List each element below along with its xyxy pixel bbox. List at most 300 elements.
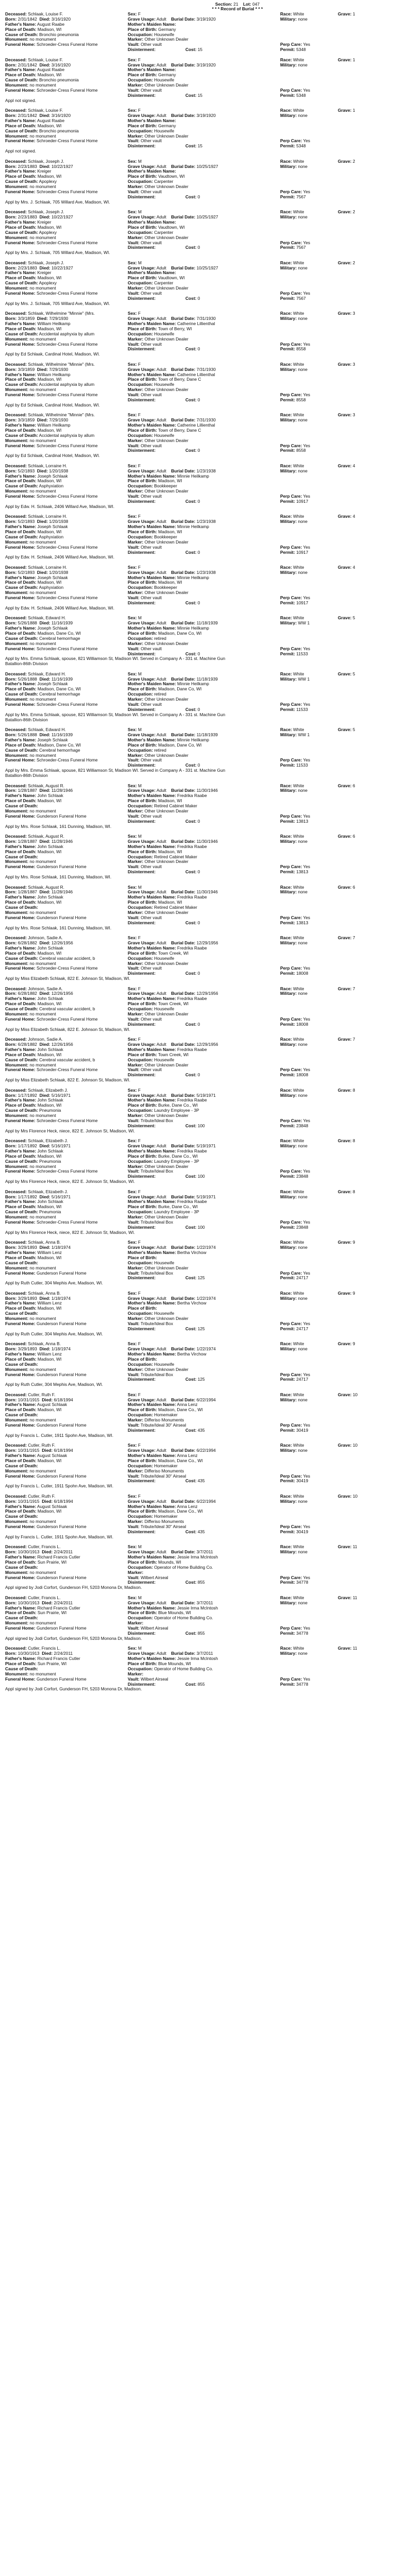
permit-value: 8558	[296, 397, 306, 402]
record-row-deceased	[5, 936, 408, 941]
perp-care-value: Yes	[303, 342, 311, 347]
funeral-home-label: Funeral Home:	[5, 1067, 36, 1073]
record-row-deceased	[5, 1088, 408, 1093]
record-row-funeral	[5, 494, 408, 499]
record-row-monument	[5, 1012, 408, 1017]
deceased-name: Schlaak, Anna B.	[28, 1342, 61, 1347]
place-of-death-label: Place of Death:	[5, 1306, 37, 1311]
occupation-label: Occupation:	[128, 1311, 153, 1316]
permit-label: Permit:	[280, 1631, 295, 1636]
funeral-home-value: Schroeder-Cress Funeral Home	[36, 88, 98, 93]
military-label: Military:	[280, 1397, 297, 1402]
permit-label: Permit:	[280, 347, 295, 352]
place-of-birth-value: Vaudtown, WI	[158, 276, 185, 281]
grave-label: Grave:	[338, 671, 352, 676]
record-notes	[5, 1281, 408, 1286]
disinterment-label: Disinterment:	[128, 1174, 156, 1179]
perp-care-value: Yes	[303, 42, 311, 47]
deceased-label: Deceased:	[5, 1443, 27, 1448]
military-value: none	[298, 1296, 308, 1301]
mother-label: Mother's Maiden Name:	[128, 1402, 176, 1408]
record-note: Appl by Mrs. J. Schlaak, 705 Willard Ave, Madison, WI.	[5, 199, 110, 205]
burial-date-value: 1/22/1974	[196, 1347, 216, 1352]
marker-label: Marker:	[128, 336, 144, 342]
mother-label: Mother's Maiden Name:	[128, 67, 176, 73]
grave-label: Grave:	[338, 12, 352, 16]
burial-record	[5, 672, 408, 727]
grave-usage-value: Adult	[156, 1042, 166, 1047]
grave-usage-value: Adult	[156, 621, 166, 626]
burial-record	[5, 1037, 408, 1088]
military-label: Military:	[280, 1347, 297, 1352]
cause-label: Cause of Death:	[5, 281, 38, 286]
occupation-label: Occupation:	[128, 78, 153, 83]
died-label: Died:	[39, 164, 50, 169]
record-row-parents	[5, 793, 408, 799]
funeral-home-label: Funeral Home:	[5, 1626, 36, 1631]
father-label: Father's Name:	[5, 1047, 37, 1052]
occupation-label: Occupation:	[128, 1362, 153, 1367]
cost-value: 0	[197, 1073, 200, 1078]
mother-value: Fredrika Raabe	[177, 793, 207, 799]
permit-value: 34778	[296, 1682, 308, 1687]
marker-label: Marker:	[128, 910, 144, 915]
permit-label: Permit:	[280, 870, 295, 875]
monument-value: no monument	[29, 235, 56, 240]
died-label: Died:	[37, 367, 48, 372]
born-label: Born:	[5, 1144, 17, 1149]
cost-value: 435	[197, 1428, 205, 1433]
grave-usage-value: Adult	[156, 1550, 166, 1555]
records-list	[5, 12, 408, 1697]
sex-value: F	[138, 311, 141, 316]
record-row-funeral	[5, 1067, 408, 1073]
marker-value: Other Unknown Dealer	[144, 184, 188, 190]
born-label: Born:	[5, 62, 17, 67]
vault-label: Vault:	[128, 291, 140, 296]
permit-value: 34778	[296, 1580, 308, 1585]
race-value: White	[293, 1088, 304, 1093]
permit-value: 30419	[296, 1529, 308, 1534]
place-of-birth-label: Place of Birth:	[128, 1002, 157, 1007]
record-row-monument	[5, 489, 408, 494]
marker-label: Marker:	[128, 1164, 144, 1169]
disinterment-label: Disinterment:	[128, 1529, 156, 1534]
place-of-death-value: Sun Prairie, WI	[37, 1661, 67, 1666]
permit-value: 11533	[296, 707, 308, 712]
record-row-dates	[5, 113, 408, 118]
marker-label: Marker:	[128, 133, 144, 139]
race-label: Race:	[280, 159, 292, 164]
father-value: Kreiger	[37, 270, 52, 276]
record-row-funeral	[5, 190, 408, 195]
marker-label: Marker:	[128, 1062, 144, 1067]
record-row-funeral	[5, 444, 408, 449]
born-value: 10/31/1915	[18, 1448, 40, 1453]
perp-care-label: Perp Care:	[280, 1169, 302, 1174]
born-label: Born:	[5, 733, 17, 737]
grave-label: Grave:	[338, 1494, 352, 1499]
record-row-cause	[5, 535, 408, 540]
deceased-label: Deceased:	[5, 727, 27, 733]
perp-care-value: Yes	[303, 1169, 311, 1174]
military-label: Military:	[280, 621, 297, 626]
sex-value: M	[138, 783, 142, 788]
burial-date-label: Burial Date:	[171, 1651, 196, 1656]
deceased-label: Deceased:	[5, 12, 27, 16]
military-value: none	[298, 62, 308, 67]
cost-label: Cost:	[185, 920, 197, 925]
grave-usage-value: Adult	[156, 519, 166, 524]
sex-value: M	[138, 671, 142, 676]
grave-value: 5	[352, 727, 355, 733]
burial-record	[5, 834, 408, 885]
perp-care-value: Yes	[303, 88, 311, 93]
disinterment-label: Disinterment:	[128, 1225, 156, 1230]
died-value: 2/24/2011	[54, 1550, 73, 1555]
funeral-home-value: Schroeder-Cress Funeral Home	[36, 702, 98, 707]
cost-label: Cost:	[185, 397, 197, 402]
permit-value: 18008	[296, 1022, 308, 1027]
grave-usage-value: Adult	[156, 1499, 166, 1504]
funeral-home-value: Schroeder-Cress Funeral Home	[36, 190, 98, 194]
father-label: Father's Name:	[5, 682, 37, 687]
permit-label: Permit:	[280, 707, 295, 712]
grave-usage-label: Grave Usage:	[128, 839, 156, 844]
perp-care-value: Yes	[303, 291, 311, 296]
record-row-cost	[5, 1327, 408, 1332]
funeral-home-label: Funeral Home:	[5, 393, 36, 398]
father-value: Joseph Schlaak	[37, 626, 68, 631]
cause-value: Cerebral vascular accident, b	[39, 956, 95, 961]
sex-value: F	[138, 565, 141, 570]
cost-label: Cost:	[185, 1377, 197, 1382]
funeral-home-value: Gunderson Funeral Home	[36, 1270, 87, 1276]
military-value: none	[298, 1194, 308, 1199]
record-notes	[5, 1129, 408, 1134]
cost-value: 0	[197, 920, 200, 925]
born-label: Born:	[5, 316, 17, 321]
military-label: Military:	[280, 676, 297, 682]
cause-label: Cause of Death:	[5, 1057, 38, 1062]
deceased-label: Deceased:	[5, 783, 27, 788]
father-label: Father's Name:	[5, 1301, 37, 1306]
grave-label: Grave:	[338, 834, 352, 839]
marker-value: Other Unknown Dealer	[144, 753, 188, 758]
record-row-dates	[5, 570, 408, 575]
perp-care-label: Perp Care:	[280, 1219, 302, 1225]
monument-value: no monument	[29, 1215, 56, 1220]
sex-value: F	[138, 1494, 141, 1499]
record-row-funeral	[5, 42, 408, 47]
funeral-home-label: Funeral Home:	[5, 1321, 36, 1327]
marker-label: Marker:	[128, 1418, 144, 1423]
vault-value: Other vault	[141, 342, 162, 347]
deceased-name: Cutler, Francis L.	[28, 1595, 61, 1600]
place-of-death-label: Place of Death:	[5, 1205, 37, 1210]
permit-label: Permit:	[280, 47, 295, 53]
record-row-dates	[5, 316, 408, 321]
grave-usage-value: Adult	[156, 839, 166, 844]
place-of-birth-label: Place of Birth:	[128, 1154, 157, 1159]
perp-care-value: Yes	[303, 1524, 311, 1530]
perp-care-value: Yes	[303, 494, 311, 499]
perp-care-value: Yes	[303, 393, 311, 398]
burial-date-label: Burial Date:	[171, 164, 196, 169]
record-row-places	[5, 1154, 408, 1159]
record-row-monument	[5, 753, 408, 758]
record-notes	[5, 1585, 408, 1590]
father-label: Father's Name:	[5, 1453, 37, 1458]
grave-usage-label: Grave Usage:	[128, 367, 156, 372]
perp-care-label: Perp Care:	[280, 443, 302, 448]
father-value: William Heilkamp	[37, 321, 71, 326]
burial-date-value: 5/19/1971	[196, 1194, 216, 1199]
record-row-cost	[5, 601, 408, 606]
occupation-label: Occupation:	[128, 32, 153, 37]
record-row-cost	[5, 499, 408, 504]
military-value: none	[298, 316, 308, 321]
burial-date-label: Burial Date:	[171, 418, 196, 423]
cause-label: Cause of Death:	[5, 1463, 38, 1468]
born-value: 6/28/1882	[18, 940, 37, 945]
burial-date-label: Burial Date:	[171, 676, 196, 682]
occupation-value: Operator of Home Building Co.	[154, 1616, 213, 1621]
vault-label: Vault:	[128, 646, 140, 651]
record-note: Appl by Mrs Florence Heck, niece, 822 E. Johnson St, Madison, WI.	[5, 1128, 135, 1133]
born-value: 3/3/1859	[18, 418, 35, 423]
record-row-deceased	[5, 1494, 408, 1499]
record-row-deceased	[5, 727, 408, 733]
place-of-death-value: Madison, WI	[37, 276, 62, 281]
race-label: Race:	[280, 260, 292, 265]
military-label: Military:	[280, 468, 297, 473]
cost-label: Cost:	[185, 499, 197, 504]
record-row-cost	[5, 550, 408, 555]
funeral-home-label: Funeral Home:	[5, 1524, 36, 1530]
father-value: August Raabe	[37, 67, 65, 73]
permit-label: Permit:	[280, 397, 295, 402]
record-row-monument	[5, 1469, 408, 1474]
died-value: 10/22/1927	[51, 164, 73, 169]
born-label: Born:	[5, 215, 17, 220]
cost-value: 0	[197, 870, 200, 875]
race-value: White	[293, 1342, 304, 1347]
record-row-parents	[5, 682, 408, 687]
permit-label: Permit:	[280, 819, 295, 824]
vault-label: Vault:	[128, 1169, 140, 1174]
perp-care-label: Perp Care:	[280, 1524, 302, 1530]
burial-date-label: Burial Date:	[171, 1042, 196, 1047]
cause-value: Bronchio pneumonia	[39, 78, 79, 83]
record-row-monument	[5, 590, 408, 596]
cause-value: Cerebral vascular accident, b	[39, 1007, 95, 1012]
record-row-monument	[5, 1519, 408, 1524]
record-row-cause	[5, 1210, 408, 1215]
record-row-parents	[5, 67, 408, 73]
funeral-home-label: Funeral Home:	[5, 545, 36, 550]
monument-value: no monument	[29, 1113, 56, 1118]
monument-label: Monument:	[5, 1164, 29, 1169]
disinterment-label: Disinterment:	[128, 550, 156, 555]
vault-label: Vault:	[128, 393, 140, 398]
born-label: Born:	[5, 676, 17, 682]
burial-date-value: 1/23/1938	[196, 519, 216, 524]
deceased-label: Deceased:	[5, 463, 27, 468]
monument-label: Monument:	[5, 641, 29, 646]
disinterment-label: Disinterment:	[128, 296, 156, 301]
permit-value: 11533	[296, 763, 308, 768]
father-label: Father's Name:	[5, 219, 37, 225]
grave-value: 2	[352, 260, 355, 265]
perp-care-label: Perp Care:	[280, 291, 302, 296]
race-label: Race:	[280, 514, 292, 519]
grave-value: 9	[352, 1291, 355, 1296]
record-notes	[5, 875, 408, 880]
vault-value: Other vault	[141, 814, 162, 819]
monument-label: Monument:	[5, 808, 29, 814]
monument-value: no monument	[29, 336, 56, 342]
grave-label: Grave:	[338, 159, 352, 164]
record-note: Appl by Edw. H. Schlaak, 2406 Willard Ave, Madison, WI.	[5, 555, 115, 560]
perp-care-label: Perp Care:	[280, 865, 302, 870]
marker-value: Other Unknown Dealer	[144, 133, 188, 139]
record-note: Appl by Miss Elizabeth Schlaak, 822 E. Johnson St, Madison, WI.	[5, 1078, 130, 1083]
marker-label: Marker:	[128, 1519, 144, 1524]
sex-label: Sex:	[128, 783, 137, 788]
record-notes	[5, 250, 408, 256]
monument-label: Monument:	[5, 387, 29, 393]
grave-value: 11	[352, 1545, 357, 1550]
cost-label: Cost:	[185, 819, 197, 824]
monument-label: Monument:	[5, 961, 29, 966]
military-label: Military:	[280, 839, 297, 844]
place-of-birth-label: Place of Birth:	[128, 123, 157, 128]
record-row-monument	[5, 1621, 408, 1626]
place-of-death-value: Madison, WI	[37, 1408, 62, 1413]
born-label: Born:	[5, 418, 17, 423]
record-row-places	[5, 327, 408, 332]
vault-value: Tribute/Ideal 30" Airseal	[141, 1473, 186, 1479]
grave-label: Grave:	[338, 1291, 352, 1296]
grave-usage-label: Grave Usage:	[128, 1550, 156, 1555]
born-value: 10/30/1913	[18, 1600, 40, 1605]
father-value: Richard Francis Cutler	[37, 1605, 80, 1611]
place-of-birth-label: Place of Birth:	[128, 1458, 157, 1463]
father-value: Joseph Schlaak	[37, 737, 68, 742]
mother-label: Mother's Maiden Name:	[128, 473, 176, 479]
marker-value: Other Unknown Dealer	[144, 697, 188, 702]
cause-label: Cause of Death:	[5, 854, 38, 859]
father-label: Father's Name:	[5, 67, 37, 73]
died-label: Died:	[39, 733, 50, 737]
record-row-parents	[5, 270, 408, 276]
monument-value: no monument	[29, 1519, 56, 1524]
occupation-value: Housewife	[154, 1311, 175, 1316]
father-value: Richard Francis Cutler	[37, 1656, 80, 1662]
grave-label: Grave:	[338, 1342, 352, 1347]
father-label: Father's Name:	[5, 1605, 37, 1611]
deceased-label: Deceased:	[5, 57, 27, 62]
vault-value: Other vault	[141, 596, 162, 601]
grave-usage-label: Grave Usage:	[128, 164, 156, 169]
burial-date-value: 3/7/2011	[196, 1550, 213, 1555]
burial-date-value: 7/31/1930	[196, 367, 216, 372]
funeral-home-value: Gunderson Funeral Home	[36, 915, 87, 920]
cause-label: Cause of Death:	[5, 1514, 38, 1519]
cost-value: 855	[197, 1631, 205, 1636]
father-label: Father's Name:	[5, 118, 37, 123]
grave-usage-value: Adult	[156, 113, 166, 118]
cause-label: Cause of Death:	[5, 636, 38, 641]
record-row-monument	[5, 540, 408, 545]
place-of-birth-label: Place of Birth:	[128, 1255, 157, 1260]
deceased-label: Deceased:	[5, 986, 27, 991]
race-label: Race:	[280, 12, 292, 16]
race-value: White	[293, 885, 304, 890]
marker-value: Other Unknown Dealer	[144, 235, 188, 240]
born-value: 2/31/1842	[18, 16, 37, 22]
burial-date-value: 3/19/1920	[196, 113, 216, 118]
record-row-cause	[5, 230, 408, 235]
marker-label: Marker:	[128, 859, 144, 865]
died-value: 5/16/1971	[51, 1194, 71, 1199]
record-note: Appl by Mrs. J. Schlaak, 705 Willard Ave, Madison, WI.	[5, 250, 110, 256]
place-of-birth-value: Madison, WI	[158, 900, 182, 905]
place-of-death-value: Madison, WI	[37, 1458, 62, 1463]
born-value: 5/2/1893	[18, 570, 35, 575]
record-row-cause	[5, 1362, 408, 1367]
died-label: Died:	[39, 991, 50, 996]
monument-value: no monument	[29, 1012, 56, 1017]
place-of-death-label: Place of Death:	[5, 1255, 37, 1260]
race-label: Race:	[280, 210, 292, 215]
vault-label: Vault:	[128, 1575, 140, 1580]
record-row-places	[5, 428, 408, 433]
cost-label: Cost:	[185, 1123, 197, 1128]
father-value: August Schlaak	[37, 1402, 67, 1408]
record-row-monument	[5, 1570, 408, 1575]
record-row-cost	[5, 1225, 408, 1230]
record-row-cost	[5, 195, 408, 200]
grave-usage-value: Adult	[156, 1347, 166, 1352]
burial-date-label: Burial Date:	[171, 468, 196, 473]
permit-value: 23848	[296, 1123, 308, 1128]
disinterment-label: Disinterment:	[128, 819, 156, 824]
marker-value: Differiso Monuments	[144, 1519, 184, 1524]
burial-date-label: Burial Date:	[171, 1093, 196, 1098]
occupation-label: Occupation:	[128, 1108, 153, 1113]
place-of-birth-value: Madison, Dane Co, WI	[158, 742, 202, 748]
father-label: Father's Name:	[5, 473, 37, 479]
grave-usage-value: Adult	[156, 1296, 166, 1301]
place-of-birth-value: Madison, WI	[158, 580, 182, 585]
military-label: Military:	[280, 215, 297, 220]
father-value: John Schlaak	[37, 895, 63, 900]
mother-value: Anna Lenz	[177, 1453, 198, 1458]
burial-date-label: Burial Date:	[171, 519, 196, 524]
record-row-funeral	[5, 393, 408, 398]
record-note: Batallion-86th Division	[5, 662, 48, 667]
grave-usage-label: Grave Usage:	[128, 1042, 156, 1047]
died-value: 11/28/1946	[51, 839, 73, 844]
disinterment-label: Disinterment:	[128, 763, 156, 768]
funeral-home-label: Funeral Home:	[5, 291, 36, 296]
occupation-value: Laundry Employee - 3P	[154, 1159, 199, 1164]
deceased-name: Schlaak, August R.	[28, 783, 64, 788]
vault-label: Vault:	[128, 443, 140, 448]
died-value: 3/16/1920	[51, 62, 71, 67]
